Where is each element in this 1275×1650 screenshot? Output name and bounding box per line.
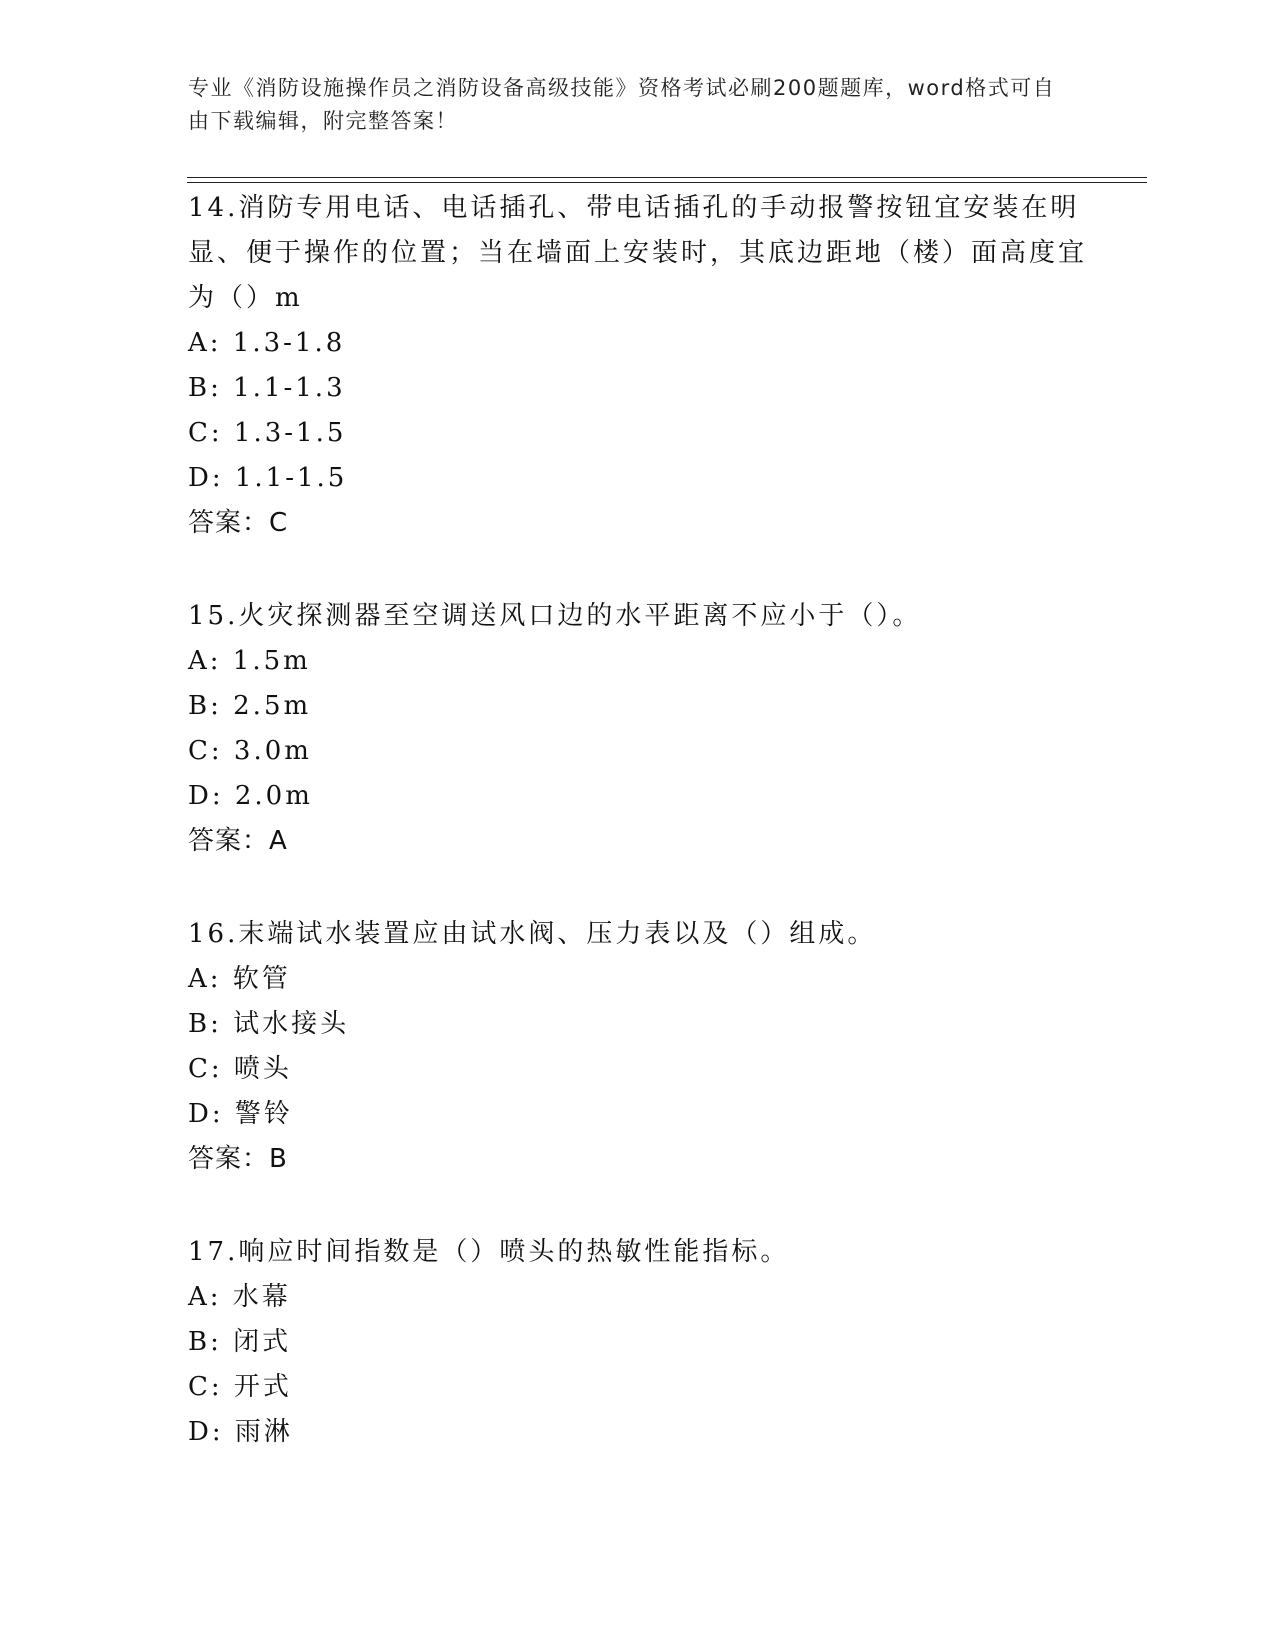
option-c: C: 开式 xyxy=(188,1372,292,1402)
question-15 xyxy=(188,594,1088,864)
option-c: C: 3.0m xyxy=(188,736,312,766)
header-divider-bottom xyxy=(187,182,1147,183)
question-stem: 17.响应时间指数是（）喷头的热敏性能指标。 xyxy=(188,1237,790,1267)
option-c: C: 1.3-1.5 xyxy=(188,418,347,448)
option-d: D: 1.1-1.5 xyxy=(188,463,348,493)
option-a: A: 软管 xyxy=(188,964,291,994)
question-16 xyxy=(188,912,1088,1182)
answer-label: 答案：A xyxy=(188,826,288,856)
option-d: D: 警铃 xyxy=(188,1099,293,1129)
option-a: A: 水幕 xyxy=(188,1282,291,1312)
answer-label: 答案：B xyxy=(188,1144,288,1174)
header-divider-top xyxy=(187,177,1147,178)
option-b: B: 2.5m xyxy=(188,691,312,721)
option-d: D: 雨淋 xyxy=(188,1417,293,1447)
answer-label: 答案：C xyxy=(188,508,289,538)
document-header: 专业《消防设施操作员之消防设备高级技能》资格考试必刷200题题库，word格式可自由下载编辑，附完整答案！ xyxy=(188,76,1056,133)
option-c: C: 喷头 xyxy=(188,1054,292,1084)
option-b: B: 1.1-1.3 xyxy=(188,373,346,403)
option-b: B: 闭式 xyxy=(188,1327,292,1357)
option-b: B: 试水接头 xyxy=(188,1009,350,1039)
question-stem: 16.末端试水装置应由试水阀、压力表以及（）组成。 xyxy=(188,919,877,949)
option-d: D: 2.0m xyxy=(188,781,313,811)
question-17 xyxy=(188,1230,1088,1455)
option-a: A: 1.5m xyxy=(188,646,311,676)
question-stem: 15.火灾探测器至空调送风口边的水平距离不应小于（）。 xyxy=(188,601,922,631)
option-a: A: 1.3-1.8 xyxy=(188,328,346,358)
question-stem: 14.消防专用电话、电话插孔、带电话插孔的手动报警按钮宜安装在明显、便于操作的位置；当在墙面上安装时，其底边距地（楼）面高度宜为（）m xyxy=(188,193,1088,313)
question-14 xyxy=(188,186,1088,546)
